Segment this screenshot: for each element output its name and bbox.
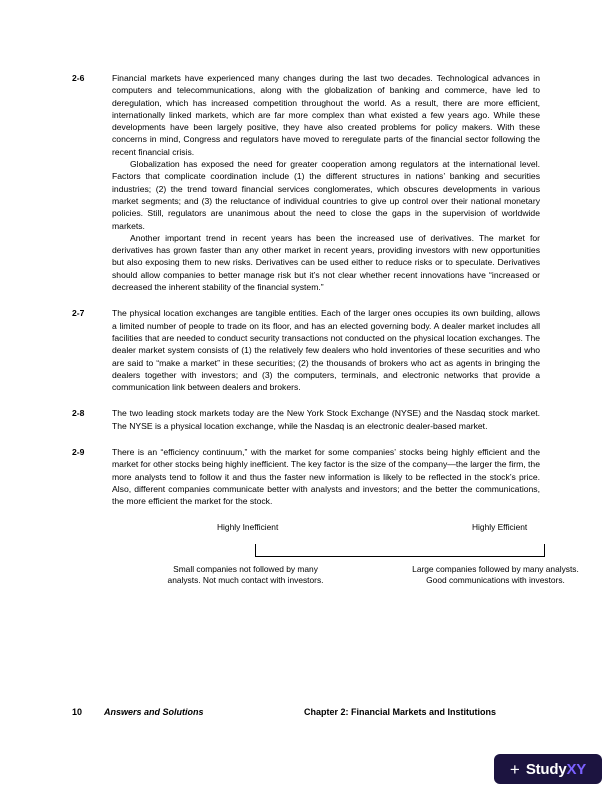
answer-text [112, 72, 540, 293]
page-number: 10 [72, 707, 83, 717]
footer-section-title: Answers and Solutions [104, 707, 204, 717]
diagram-axis [255, 544, 545, 558]
axis-line [255, 556, 545, 557]
paragraph: Financial markets have experienced many changes during the last two decades. Technological advances in computers and telecommunications, along with the globalization of banking and commerce, have led to deregulation, which has increased competition throughout the world. As a result, there are more efficient, internationally linked markets, which are far more complex than what existed a few years ago. While these developments have been largely positive, they have also created problems for policy makers. With these concerns in mind, Congress and regulators have moved to reregulate parts of the financial sector following the recent financial crisis. [112, 73, 540, 157]
question-number: 2-6 [72, 73, 85, 83]
diagram-label-left: Highly Inefficient [217, 521, 279, 532]
question-number: 2-8 [72, 408, 85, 419]
answer-text [112, 307, 540, 393]
badge-brand-name: StudyXY [525, 760, 587, 778]
studyxy-watermark-badge [494, 754, 602, 784]
diagram-label-right: Highly Efficient [472, 521, 528, 532]
efficiency-continuum-diagram [112, 521, 579, 632]
answer-block-2-8 [72, 407, 540, 432]
paragraph: There is an “efficiency continuum,” with the market for some companies’ stocks being highly efficient and the market for other stocks being highly inefficient. The key factor is the size of the company—the larger the firm, the more analysts tend to follow it and thus the faster new information is likely to be reflected in the stock’s price. Also, different companies communicate better with analysts and investors; and the better the communications, the more efficient the market for the stock. [112, 447, 540, 507]
plus-icon: + [509, 759, 520, 779]
answer-text [112, 407, 540, 432]
answer-block-2-6 [72, 72, 540, 293]
answer-block-2-7 [72, 307, 540, 393]
question-number: 2-7 [72, 308, 85, 319]
paragraph: The physical location exchanges are tangible entities. Each of the larger ones occupies its own building, allows a limited number of people to trade on its floor, and has an elected governing body. A dealer market includes all facilities that are needed to conduct security transactions not conducted on the physical location exchanges. The dealer market system consists of (1) the relatively few dealers who hold inventories of these securities and who are said to “make a market” in these securities; (2) the thousands of brokers who act as agents in bringing the dealers together with investors; and (3) the computers, terminals, and electronic networks that provide a communication link between dealers and brokers. [112, 308, 540, 393]
paragraph: The two leading stock markets today are the New York Stock Exchange (NYSE) and the Nasdaq stock market. The NYSE is a physical location exchange, while the Nasdaq is an electronic dealer-based market. [112, 408, 540, 431]
footer-chapter-title: Chapter 2: Financial Markets and Institutions [304, 707, 497, 717]
diagram-caption-left: Small companies not followed by many analysts. Not much contact with investors. [167, 563, 324, 586]
axis-tick-left [255, 544, 256, 557]
page-content [72, 72, 579, 632]
paragraph: Another important trend in recent years has been the increased use of derivatives. The market for derivatives has grown faster than any other market in recent years, providing investors with new opportunities but also exposing them to new risks. Derivatives can be used either to reduce risks or to speculate. Derivatives should allow companies to better manage risk but it’s not clear whether recent innovations have “increased or decreased the inherent stability of the financial system.” [112, 232, 540, 293]
question-number: 2-9 [72, 447, 85, 458]
badge-brand-suffix: XY [566, 760, 587, 778]
diagram-caption-right: Large companies followed by many analysts. Good communications with investors. [412, 563, 579, 586]
answer-block-2-9 [72, 446, 540, 507]
answer-text [112, 446, 540, 507]
paragraph: Globalization has exposed the need for greater cooperation among regulators at the international level. Factors that complicate coordination include (1) the different structures in nations’ banking and securities industries; (2) the trend toward financial services conglomerates, which obscures developments in various market segments; and (3) the reluctance of individual countries to give up control over their national monetary policies. Still, regulators are unanimous about the need to close the gaps in the supervision of worldwide markets. [112, 159, 540, 231]
axis-tick-right [544, 544, 545, 557]
